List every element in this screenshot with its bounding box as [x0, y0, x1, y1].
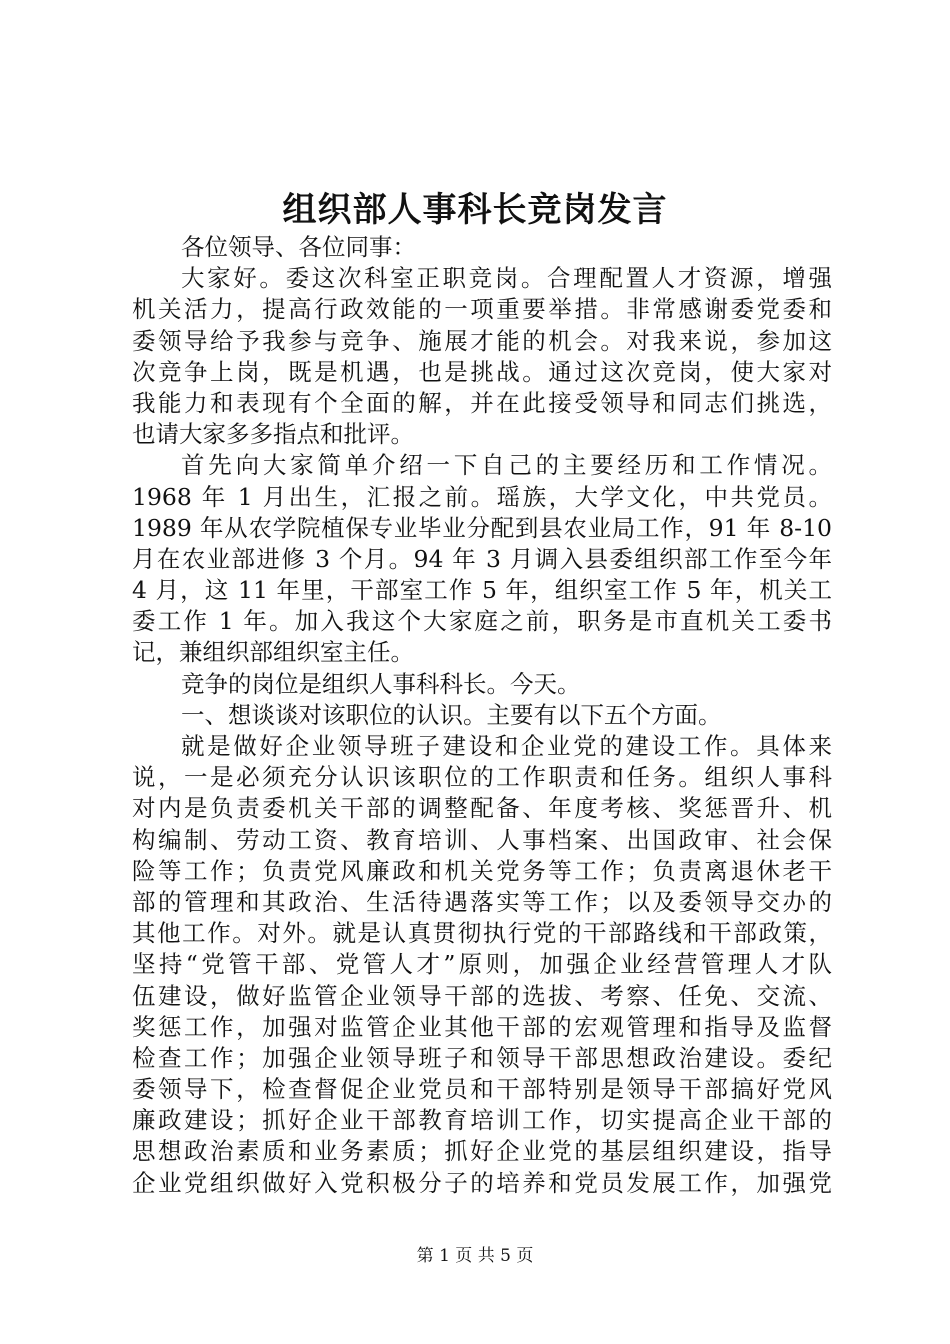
document-body — [132, 232, 832, 1199]
body-line: 险等工作；负责党风廉政和机关党务等工作；负责离退休老干 — [132, 856, 832, 885]
body-line: 检查工作；加强企业领导班子和领导干部思想政治建设。委纪 — [132, 1043, 832, 1072]
page-footer: 第 1 页 共 5 页 — [416, 1246, 534, 1266]
body-line: 各位领导、各位同事： — [181, 233, 416, 261]
body-line: 我能力和表现有个全面的解，并在此接受领导和同志们挑选， — [132, 388, 832, 417]
body-line: 一、想谈谈对该职位的认识。主要有以下五个方面。 — [181, 700, 722, 729]
body-line: 其他工作。对外。就是认真贯彻执行党的干部路线和干部政策， — [132, 919, 832, 948]
body-line: 构编制、劳动工资、教育培训、人事档案、出国政审、社会保 — [132, 825, 832, 854]
body-line: 坚持“党管干部、党管人才”原则，加强企业经营管理人才队 — [132, 950, 832, 979]
body-line: 月在农业部进修 3 个月。94 年 3 月调入县委组织部工作至今年 — [132, 544, 832, 573]
body-line: 部的管理和其政治、生活待遇落实等工作；以及委领导交办的 — [132, 887, 832, 916]
body-line: 首先向大家简单介绍一下自己的主要经历和工作情况。 — [181, 451, 832, 480]
body-line: 1968 年 1 月出生，汇报之前。瑶族，大学文化，中共党员。 — [132, 482, 832, 511]
body-line: 大家好。委这次科室正职竞岗。合理配置人才资源，增强 — [181, 264, 832, 293]
body-line: 说，一是必须充分认识该职位的工作职责和任务。组织人事科 — [132, 763, 832, 792]
body-line: 就是做好企业领导班子建设和企业党的建设工作。具体来 — [181, 732, 832, 760]
body-line: 委领导下，检查督促企业党员和干部特别是领导干部搞好党风 — [132, 1075, 832, 1104]
body-line: 机关活力，提高行政效能的一项重要举措。非常感谢委党委和 — [132, 295, 832, 324]
body-line: 伍建设，做好监管企业领导干部的选拔、考察、任免、交流、 — [132, 981, 832, 1010]
document-title: 组织部人事科长竞岗发言 — [282, 190, 668, 230]
body-line: 企业党组织做好入党积极分子的培养和党员发展工作，加强党 — [132, 1168, 832, 1197]
body-line: 1989 年从农学院植保专业毕业分配到县农业局工作，91 年 8-10 — [132, 513, 832, 542]
body-line: 对内是负责委机关干部的调整配备、年度考核、奖惩晋升、机 — [132, 794, 832, 823]
body-line: 廉政建设；抓好企业干部教育培训工作，切实提高企业干部的 — [132, 1106, 832, 1135]
body-line: 记，兼组织部组织室主任。 — [132, 638, 414, 667]
body-line: 委领导给予我参与竞争、施展才能的机会。对我来说，参加这 — [132, 326, 832, 355]
body-line: 次竞争上岗，既是机遇，也是挑战。通过这次竞岗，使大家对 — [132, 357, 832, 386]
body-line: 思想政治素质和业务素质；抓好企业党的基层组织建设，指导 — [132, 1137, 832, 1166]
body-line: 奖惩工作，加强对监管企业其他干部的宏观管理和指导及监督 — [132, 1012, 832, 1041]
body-line: 4 月，这 11 年里，干部室工作 5 年，组织室工作 5 年，机关工 — [132, 576, 832, 605]
body-line: 竞争的岗位是组织人事科科长。今天。 — [181, 669, 581, 698]
body-line: 委工作 1 年。加入我这个大家庭之前，职务是市直机关工委书 — [132, 607, 832, 636]
body-line: 也请大家多多指点和批评。 — [132, 420, 414, 449]
